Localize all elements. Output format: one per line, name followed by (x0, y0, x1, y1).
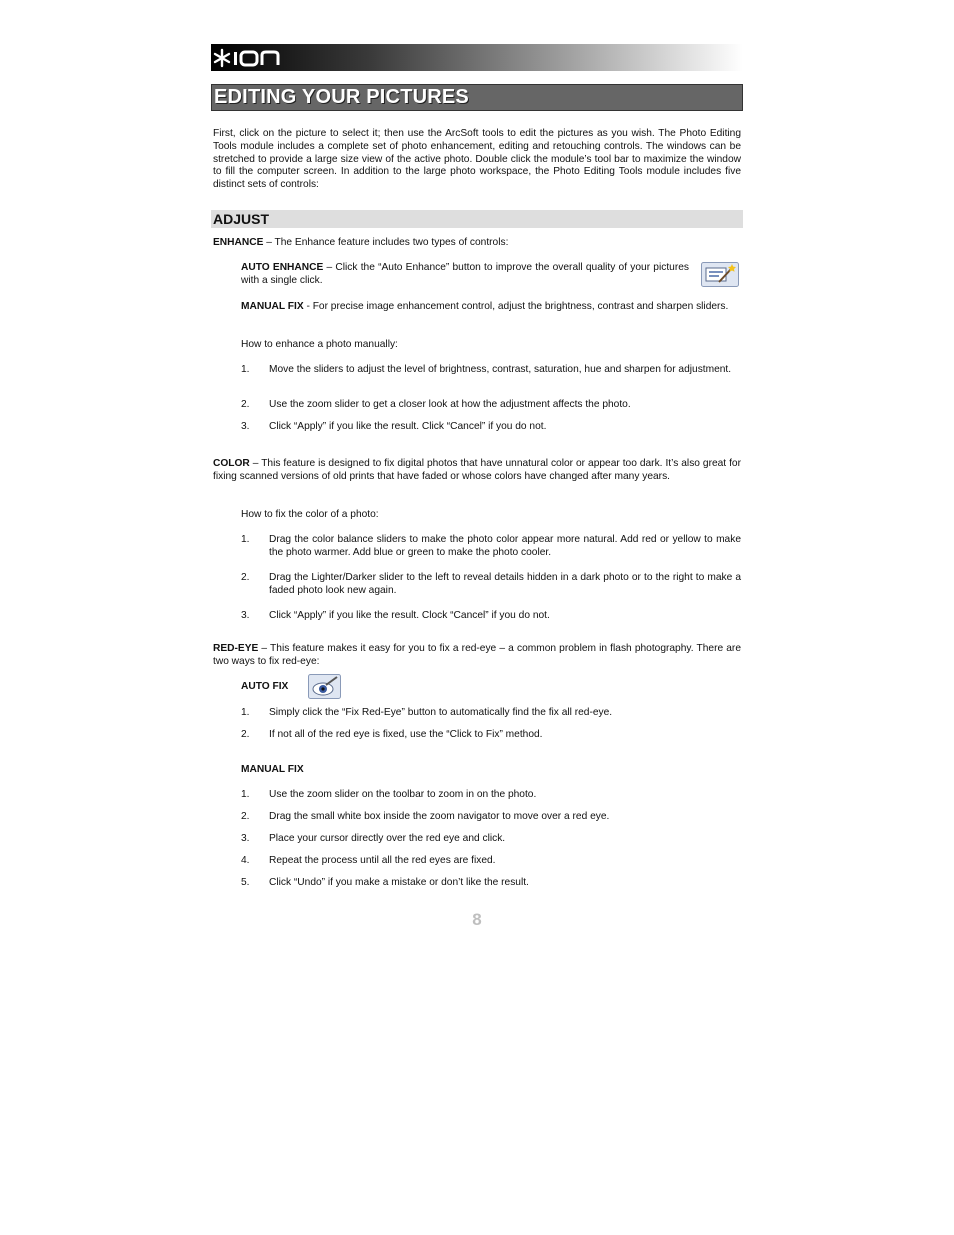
manual-fix-paragraph (241, 301, 741, 314)
enhance-label: ENHANCE (213, 237, 264, 248)
enhance-paragraph (213, 237, 741, 250)
enhance-step-text: Move the sliders to adjust the level of brightness, contrast, saturation, hue and sharpen for adjustment. (269, 364, 732, 375)
manual-fix-step-text: Repeat the process until all the red eyes are fixed. (269, 855, 496, 866)
fix-red-eye-icon[interactable] (308, 674, 341, 699)
enhance-step-text: Use the zoom slider to get a closer look at how the adjustment affects the photo. (269, 399, 631, 410)
enhance-step-text: Click “Apply” if you like the result. Click “Cancel” if you do not. (269, 421, 547, 432)
manual-fix-redeye-label: MANUAL FIX (241, 764, 304, 775)
ion-logo (213, 47, 285, 69)
manual-fix-step-number: 4. (241, 855, 250, 866)
color-step-number: 3. (241, 610, 250, 621)
section-title: ADJUST (213, 211, 270, 227)
auto-fix-step-text: If not all of the red eye is fixed, use the “Click to Fix” method. (269, 729, 543, 740)
auto-enhance-label: AUTO ENHANCE (241, 262, 324, 273)
redeye-text: – This feature makes it easy for you to fix a red-eye – a common problem in flash photography. There are two ways to fix red-eye: (213, 643, 741, 667)
auto-enhance-paragraph (241, 262, 689, 288)
color-step-text: Drag the Lighter/Darker slider to the left to reveal details hidden in a dark photo or to the right to make a faded photo look new again. (269, 572, 741, 596)
color-step-number: 2. (241, 572, 250, 583)
auto-enhance-text: – Click the “Auto Enhance” button to improve the overall quality of your pictures with a single click. (241, 262, 689, 286)
enhance-howto: How to enhance a photo manually: (241, 339, 398, 350)
manual-fix-step-number: 1. (241, 789, 250, 800)
manual-fix-text: - For precise image enhancement control, adjust the brightness, contrast and sharpen sliders. (303, 301, 729, 312)
redeye-paragraph (213, 643, 741, 669)
manual-fix-step-text: Place your cursor directly over the red eye and click. (269, 833, 506, 844)
color-step-text: Click “Apply” if you like the result. Clock “Cancel” if you do not. (269, 610, 550, 621)
manual-fix-step-text: Click “Undo” if you make a mistake or don’t like the result. (269, 877, 529, 888)
manual-fix-label: MANUAL FIX (241, 301, 304, 312)
color-paragraph (213, 458, 741, 484)
manual-fix-step-number: 2. (241, 811, 250, 822)
auto-fix-step-number: 1. (241, 707, 250, 718)
color-howto: How to fix the color of a photo: (241, 509, 379, 520)
auto-enhance-icon[interactable] (701, 262, 739, 287)
auto-fix-label: AUTO FIX (241, 681, 289, 692)
color-step-number: 1. (241, 534, 250, 545)
redeye-label: RED-EYE (213, 643, 259, 654)
color-step-text: Drag the color balance sliders to make the photo color appear more natural. Add red or yellow to make the photo warmer. Add blue or green to make the photo cooler. (269, 534, 741, 558)
color-text: – This feature is designed to fix digital photos that have unnatural color or appear too dark. It’s also great for fixing scanned versions of old prints that have faded or whose colors have changed after many years. (213, 458, 741, 482)
intro-paragraph: First, click on the picture to select it; then use the ArcSoft tools to edit the pictures as you wish. The Photo Editing Tools module includes a complete set of photo enhancement, editing and retouching controls. The windows can be stretched to provide a large size view of the active photo. Double click the module’s tool bar to maximize the window to fill the computer screen. In addition to the large photo workspace, the Photo Editing Tools module includes five distinct sets of controls: (213, 128, 741, 191)
color-label: COLOR (213, 458, 250, 469)
manual-fix-step-text: Drag the small white box inside the zoom navigator to move over a red eye. (269, 811, 610, 822)
auto-fix-step-number: 2. (241, 729, 250, 740)
enhance-step-number: 2. (241, 399, 250, 410)
manual-fix-step-text: Use the zoom slider on the toolbar to zoom in on the photo. (269, 789, 537, 800)
section-header-bar (211, 210, 743, 228)
page-number: 8 (472, 910, 482, 929)
enhance-step-number: 1. (241, 364, 250, 375)
enhance-text: – The Enhance feature includes two types of controls: (263, 237, 509, 248)
page-title: EDITING YOUR PICTURES (214, 86, 469, 108)
page-title-bar (211, 84, 743, 111)
auto-fix-step-text: Simply click the “Fix Red-Eye” button to automatically find the fix all red-eye. (269, 707, 613, 718)
manual-fix-step-number: 3. (241, 833, 250, 844)
enhance-step-number: 3. (241, 421, 250, 432)
manual-fix-step-number: 5. (241, 877, 250, 888)
brand-header-bar (211, 44, 743, 71)
